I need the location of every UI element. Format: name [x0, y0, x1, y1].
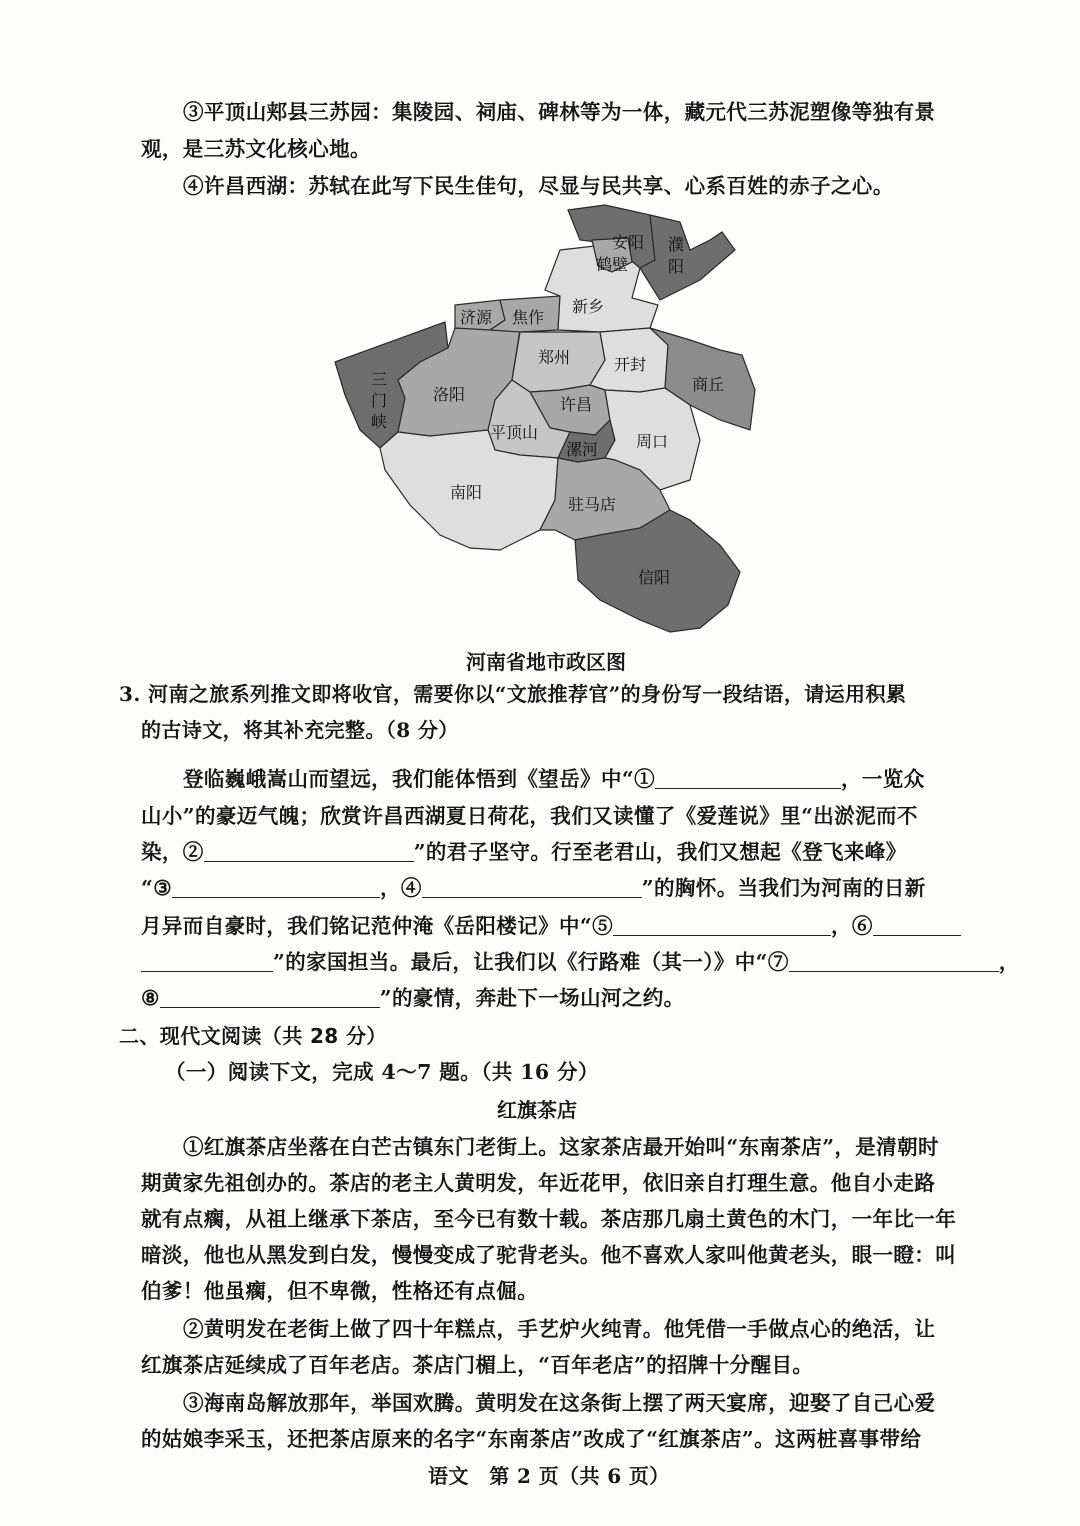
q3-text: 月异而自豪时，我们铭记范仲淹《岳阳楼记》中“⑤ — [141, 914, 613, 938]
label-shangqiu: 商丘 — [692, 375, 725, 394]
q3-passage-line-2: 山小”的豪迈气魄；欣赏许昌西湖夏日荷花，我们又读懂了《爱莲说》里“出淤泥而不 — [141, 804, 918, 828]
label-sanmenxia-1: 三 — [371, 370, 388, 389]
label-xinyang: 信阳 — [638, 568, 671, 587]
label-anyang: 安阳 — [612, 233, 645, 252]
q3-text: 登临巍峨嵩山而望远，我们能体悟到《望岳》中“① — [183, 767, 655, 791]
q3-passage-line-7 — [141, 984, 685, 1012]
article-title: 红旗茶店 — [497, 1098, 577, 1122]
label-kaifeng: 开封 — [614, 355, 647, 374]
q3-stem-line-2: 的古诗文，将其补充完整。（8 分） — [141, 718, 459, 742]
q3-text: ，⑥ — [831, 914, 873, 938]
q3-passage-line-4 — [141, 874, 926, 902]
label-zhengzhou: 郑州 — [538, 348, 571, 367]
q3-text: ，④ — [379, 876, 422, 900]
label-puyang-2: 阳 — [668, 257, 685, 276]
q3-text: ”的豪情，奔赴下一场山河之约。 — [379, 986, 685, 1010]
answer-blank-2[interactable] — [204, 841, 414, 862]
q3-stem-line-1: 3. 河南之旅系列推文即将收官，需要你以“文旅推荐官”的身份写一段结语，请运用积累 — [119, 682, 907, 706]
q3-text: ，一览众 — [841, 767, 925, 791]
article-line: 暗淡，他也从黑发到白发，慢慢变成了驼背老头。他不喜欢人家叫他黄老头，眼一瞪：叫 — [141, 1243, 957, 1267]
article-line: 就有点瘸，从祖上继承下茶店，至今已有数十载。茶店那几扇土黄色的木门，一年比一年 — [141, 1207, 957, 1231]
article-line: 伯爹！他虽瘸，但不卑微，性格还有点倔。 — [141, 1279, 539, 1303]
label-luoyang: 洛阳 — [433, 385, 466, 404]
q3-text: ”的胸怀。当我们为河南的日新 — [641, 876, 926, 900]
label-jiyuan: 济源 — [460, 308, 493, 327]
article-line: 期黄家先祖创办的。茶店的老主人黄明发，年近花甲，依旧亲自打理生意。他自小走路 — [141, 1171, 936, 1195]
region-puyang — [640, 215, 735, 300]
label-luohe: 漯河 — [566, 440, 599, 459]
q3-text: ”的家国担当。最后，让我们以《行路难（其一）》中“⑦ — [273, 950, 789, 974]
article-line: ③海南岛解放那年，举国欢腾。黄明发在这条街上摆了两天宴席，迎娶了自己心爱 — [183, 1391, 936, 1415]
map-caption: 河南省地市政区图 — [466, 650, 626, 674]
label-sanmenxia-2: 门 — [371, 391, 388, 410]
intro-item-4: ④许昌西湖：苏轼在此写下民生佳句，尽显与民共享、心系百姓的赤子之心。 — [183, 174, 894, 198]
answer-blank-6a[interactable] — [873, 915, 961, 936]
q3-text: 染，② — [141, 840, 204, 864]
section-2-subheading: （一）阅读下文，完成 4～7 题。（共 16 分） — [165, 1060, 599, 1084]
henan-map — [330, 200, 790, 640]
q3-passage-line-6 — [141, 948, 1020, 976]
label-zhoukou: 周口 — [636, 432, 669, 451]
label-pingdingshan: 平顶山 — [490, 423, 539, 442]
answer-blank-5[interactable] — [613, 915, 831, 936]
q3-passage-line-5 — [141, 912, 961, 940]
answer-blank-4[interactable] — [422, 877, 642, 898]
answer-blank-3[interactable] — [172, 877, 380, 898]
label-sanmenxia-3: 峡 — [371, 412, 388, 431]
q3-text: ”的君子坚守。行至老君山，我们又想起《登飞来峰》 — [413, 840, 907, 864]
q3-text: ， — [998, 950, 1020, 974]
label-jiaozuo: 焦作 — [512, 308, 545, 327]
q3-passage-line-1 — [183, 765, 925, 793]
page-footer: 语文 第 2 页（共 6 页） — [428, 1464, 670, 1488]
answer-blank-7[interactable] — [789, 951, 999, 972]
answer-blank-6b[interactable] — [141, 951, 273, 972]
label-xuchang: 许昌 — [560, 395, 593, 414]
answer-blank-8[interactable] — [160, 987, 380, 1008]
q3-text: “③ — [141, 876, 172, 900]
section-2-heading: 二、现代文阅读（共 28 分） — [119, 1024, 387, 1048]
label-xinxiang: 新乡 — [572, 297, 605, 316]
article-line: 的姑娘李采玉，还把茶店原来的名字“东南茶店”改成了“红旗茶店”。这两桩喜事带给 — [141, 1427, 922, 1451]
label-puyang-1: 濮 — [668, 235, 685, 254]
article-line: ②黄明发在老街上做了四十年糕点，手艺炉火纯青。他凭借一手做点心的绝活，让 — [183, 1317, 936, 1341]
answer-blank-1[interactable] — [655, 768, 841, 789]
label-hebi: 鹤壁 — [596, 255, 629, 274]
q3-passage-line-3 — [141, 838, 907, 866]
label-zhumadian: 驻马店 — [568, 495, 617, 514]
intro-item-3-line-2: 观，是三苏文化核心地。 — [141, 137, 371, 161]
label-nanyang: 南阳 — [450, 483, 483, 502]
q3-text: ⑧ — [141, 986, 160, 1010]
article-line: 红旗茶店延续成了百年老店。茶店门楣上，“百年老店”的招牌十分醒目。 — [141, 1353, 814, 1377]
intro-item-3-line-1: ③平顶山郏县三苏园：集陵园、祠庙、碑林等为一体，藏元代三苏泥塑像等独有景 — [183, 100, 936, 124]
article-line: ①红旗茶店坐落在白芒古镇东门老街上。这家茶店最开始叫“东南茶店”，是清朝时 — [183, 1135, 939, 1159]
